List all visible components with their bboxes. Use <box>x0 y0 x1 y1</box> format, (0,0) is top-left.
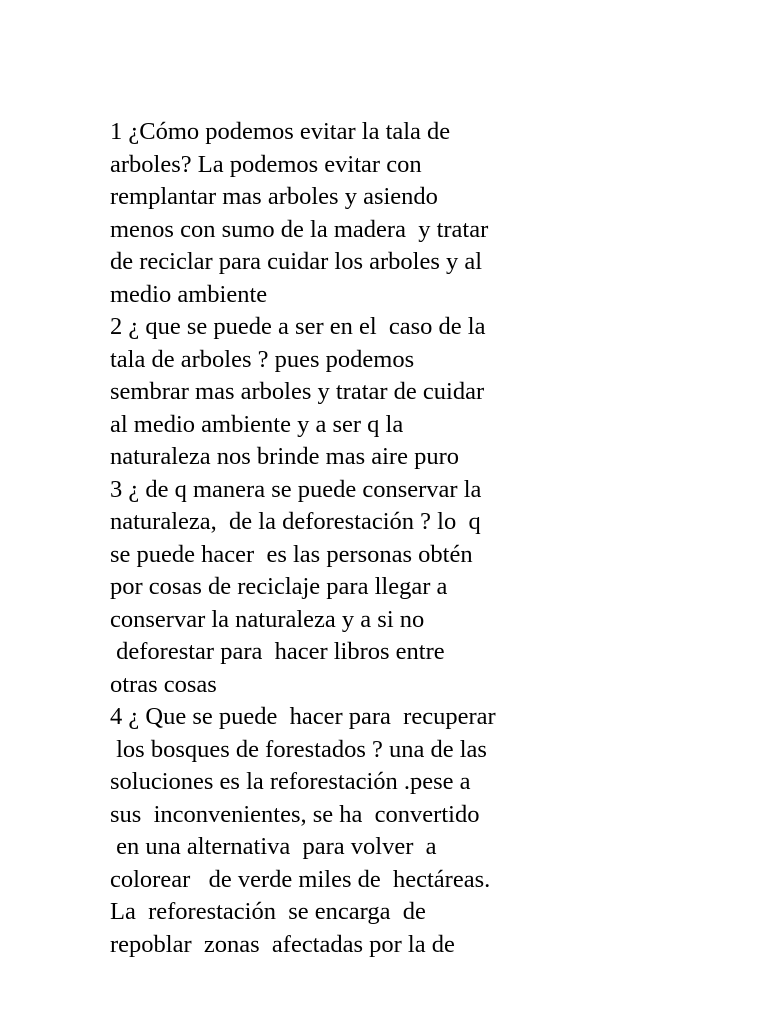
document-line: naturaleza nos brinde mas aire puro <box>110 443 459 470</box>
document-line: 3 ¿ de q manera se puede conservar la <box>110 475 482 503</box>
document-line: deforestar para hacer libros entre <box>110 638 445 665</box>
document-line: menos con sumo de la madera y tratar <box>110 215 489 243</box>
document-line: arboles? La podemos evitar con <box>110 150 422 178</box>
document-line: 4 ¿ Que se puede hacer para recuperar <box>110 703 496 730</box>
document-line: La reforestación se encarga de <box>110 898 426 925</box>
document-line: al medio ambiente y a ser q la <box>110 410 404 438</box>
document-line: tala de arboles ? pues podemos <box>110 345 415 373</box>
document-line: por cosas de reciclaje para llegar a <box>110 573 448 600</box>
document-line: se puede hacer es las personas obtén <box>110 540 473 568</box>
document-line: medio ambiente <box>110 280 268 308</box>
document-body <box>110 116 630 961</box>
document-line: 1 ¿Cómo podemos evitar la tala de <box>110 118 451 145</box>
document-line: los bosques de forestados ? una de las <box>110 735 487 763</box>
document-line: conservar la naturaleza y a si no <box>110 605 425 633</box>
document-line: de reciclar para cuidar los arboles y al <box>110 248 483 275</box>
document-line: sus inconvenientes, se ha convertido <box>110 800 480 828</box>
document-line: sembrar mas arboles y tratar de cuidar <box>110 378 485 405</box>
document-line: remplantar mas arboles y asiendo <box>110 183 438 210</box>
document-line: soluciones es la reforestación .pese a <box>110 768 471 795</box>
document-line: 2 ¿ que se puede a ser en el caso de la <box>110 313 486 340</box>
document-line: colorear de verde miles de hectáreas. <box>110 865 491 893</box>
document-line: otras cosas <box>110 670 217 698</box>
document-line: en una alternativa para volver a <box>110 833 437 860</box>
document-line: naturaleza, de la deforestación ? lo q <box>110 508 481 535</box>
document-line: repoblar zonas afectadas por la de <box>110 930 455 958</box>
